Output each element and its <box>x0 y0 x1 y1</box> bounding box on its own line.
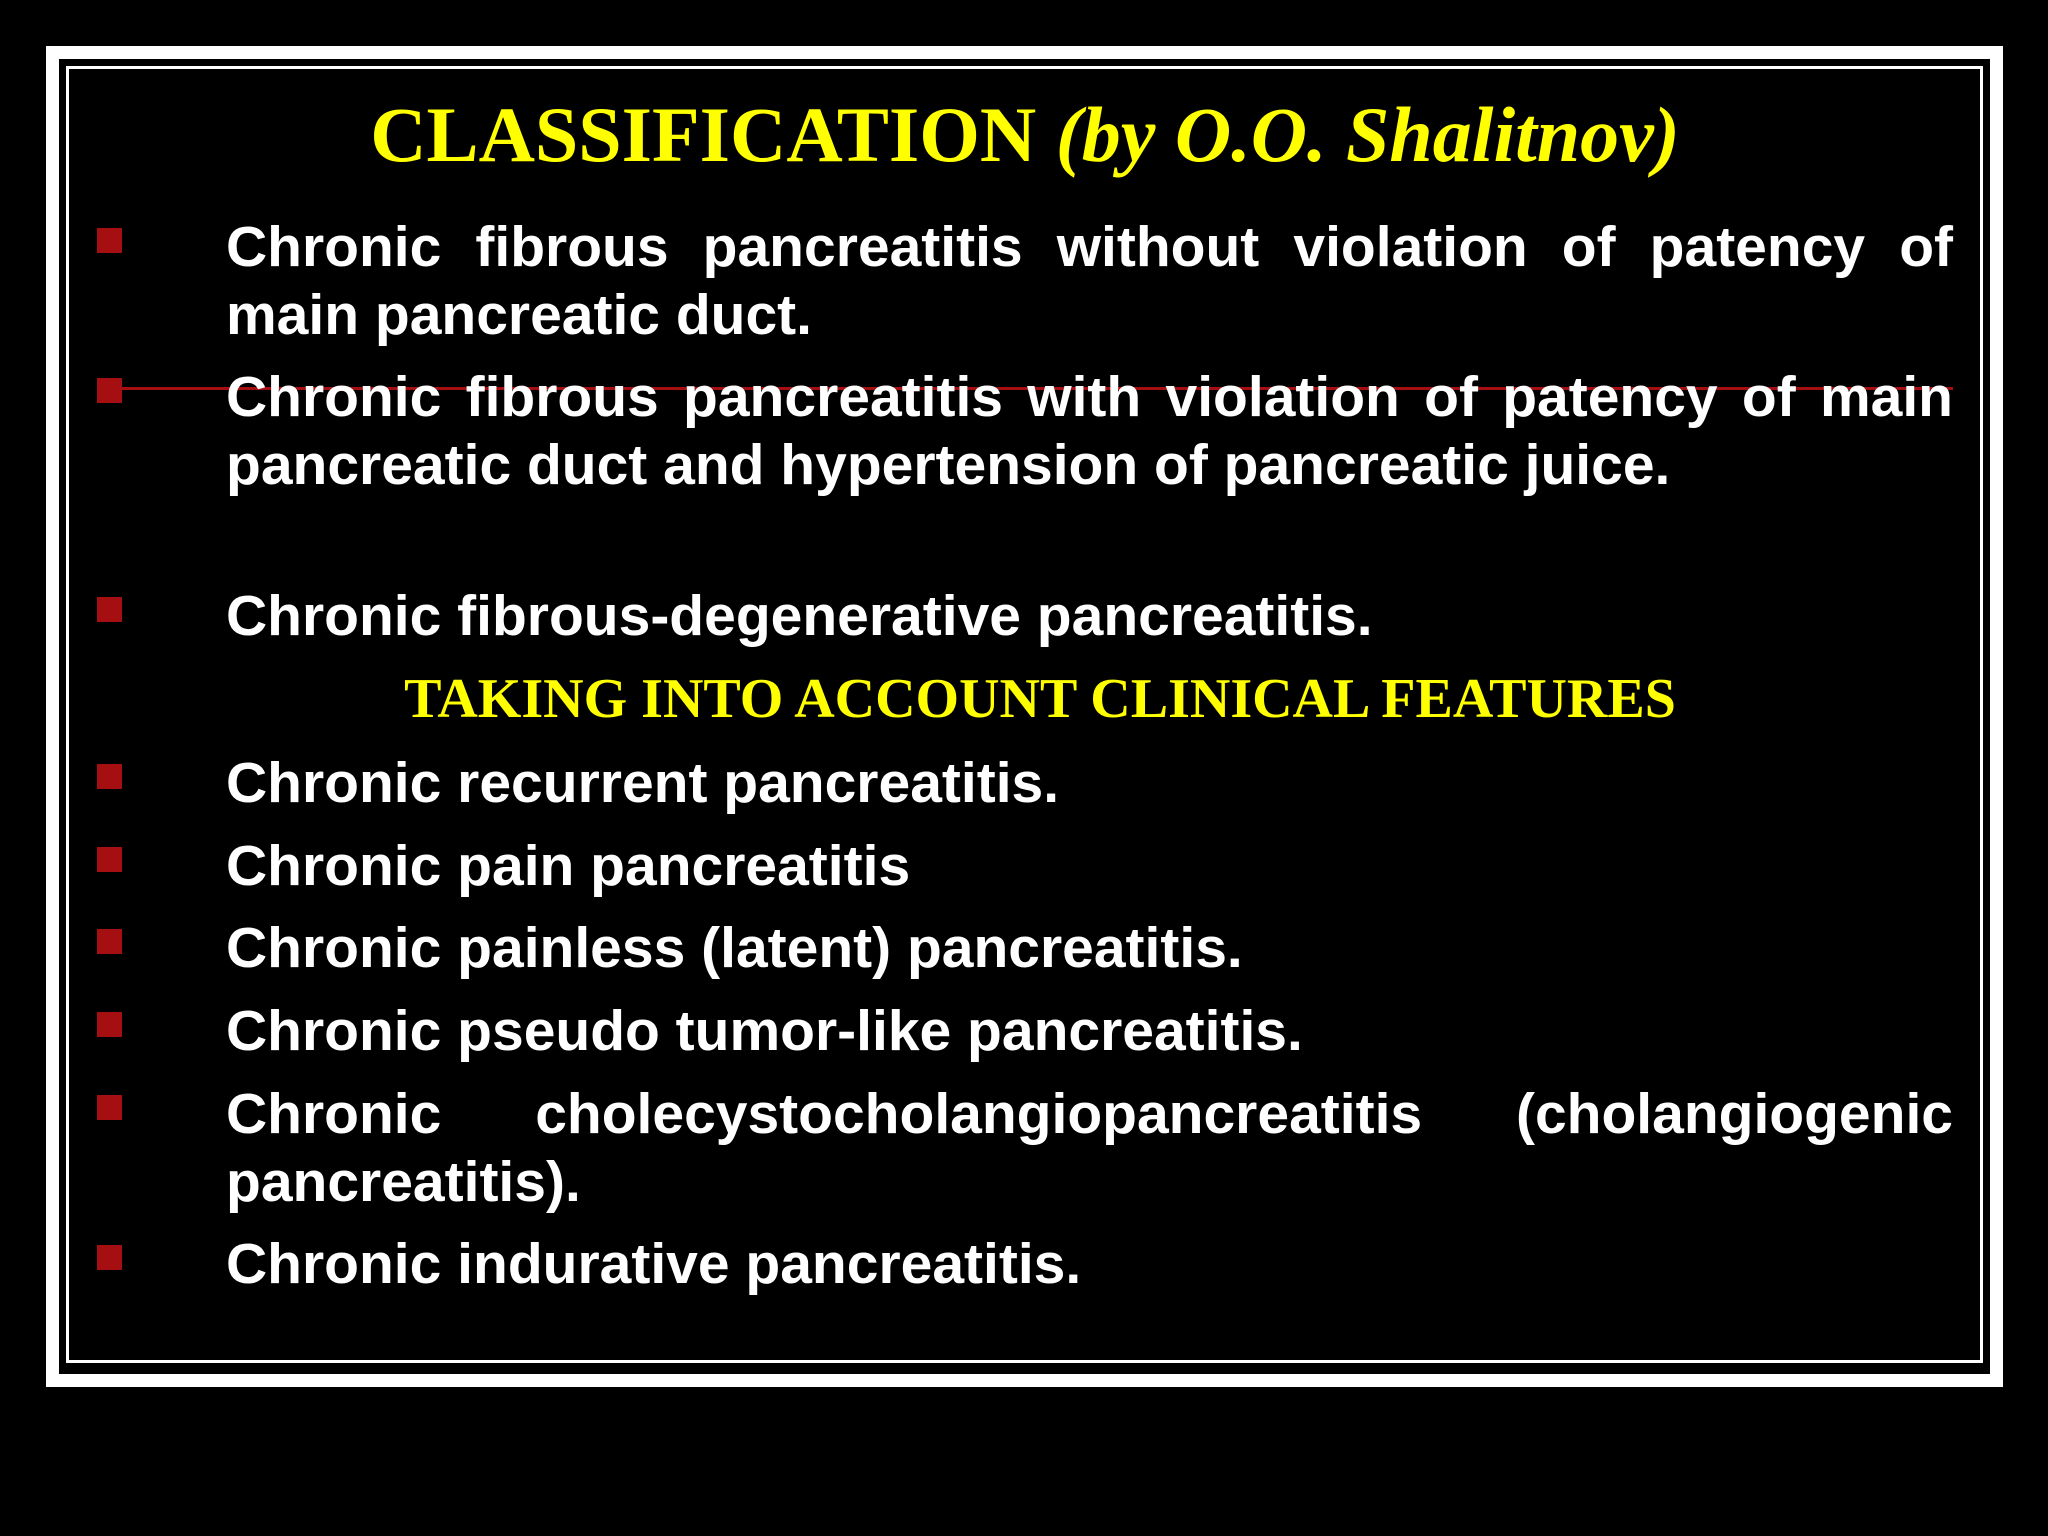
list-item: Chronic fibrous pancreatitis with violation of patency of main pancreatic duct and hypertension of pancreatic juice. <box>226 365 1953 497</box>
list-item: Chronic painless (latent) pancreatitis. <box>226 916 1243 980</box>
title-main: CLASSIFICATION <box>370 91 1056 178</box>
list-item: Chronic fibrous pancreatitis without violation of patency of main pancreatic duct. <box>226 215 1953 347</box>
square-bullet-icon <box>97 1245 122 1270</box>
list-item: Chronic indurative pancreatitis. <box>226 1232 1082 1296</box>
list-item: Chronic fibrous-degenerative pancreatitis. <box>226 584 1373 648</box>
list-item: Chronic pseudo tumor-like pancreatitis. <box>226 999 1303 1063</box>
square-bullet-icon <box>97 597 122 622</box>
square-bullet-icon <box>97 228 122 253</box>
list-item: Chronic cholecystocholangiopancreatitis (cholangiogenic pancreatitis). <box>226 1082 1953 1214</box>
list-item: Chronic pain pancreatitis <box>226 834 911 898</box>
square-bullet-icon <box>97 1095 122 1120</box>
list-item: Chronic recurrent pancreatitis. <box>226 751 1060 815</box>
square-bullet-icon <box>97 847 122 872</box>
square-bullet-icon <box>97 929 122 954</box>
square-bullet-icon <box>97 1012 122 1037</box>
square-bullet-icon <box>97 764 122 789</box>
section-subheading: TAKING INTO ACCOUNT CLINICAL FEATURES <box>404 668 1676 730</box>
title-author: (by O.O. Shalitnov) <box>1055 91 1680 178</box>
square-bullet-icon <box>97 378 122 403</box>
